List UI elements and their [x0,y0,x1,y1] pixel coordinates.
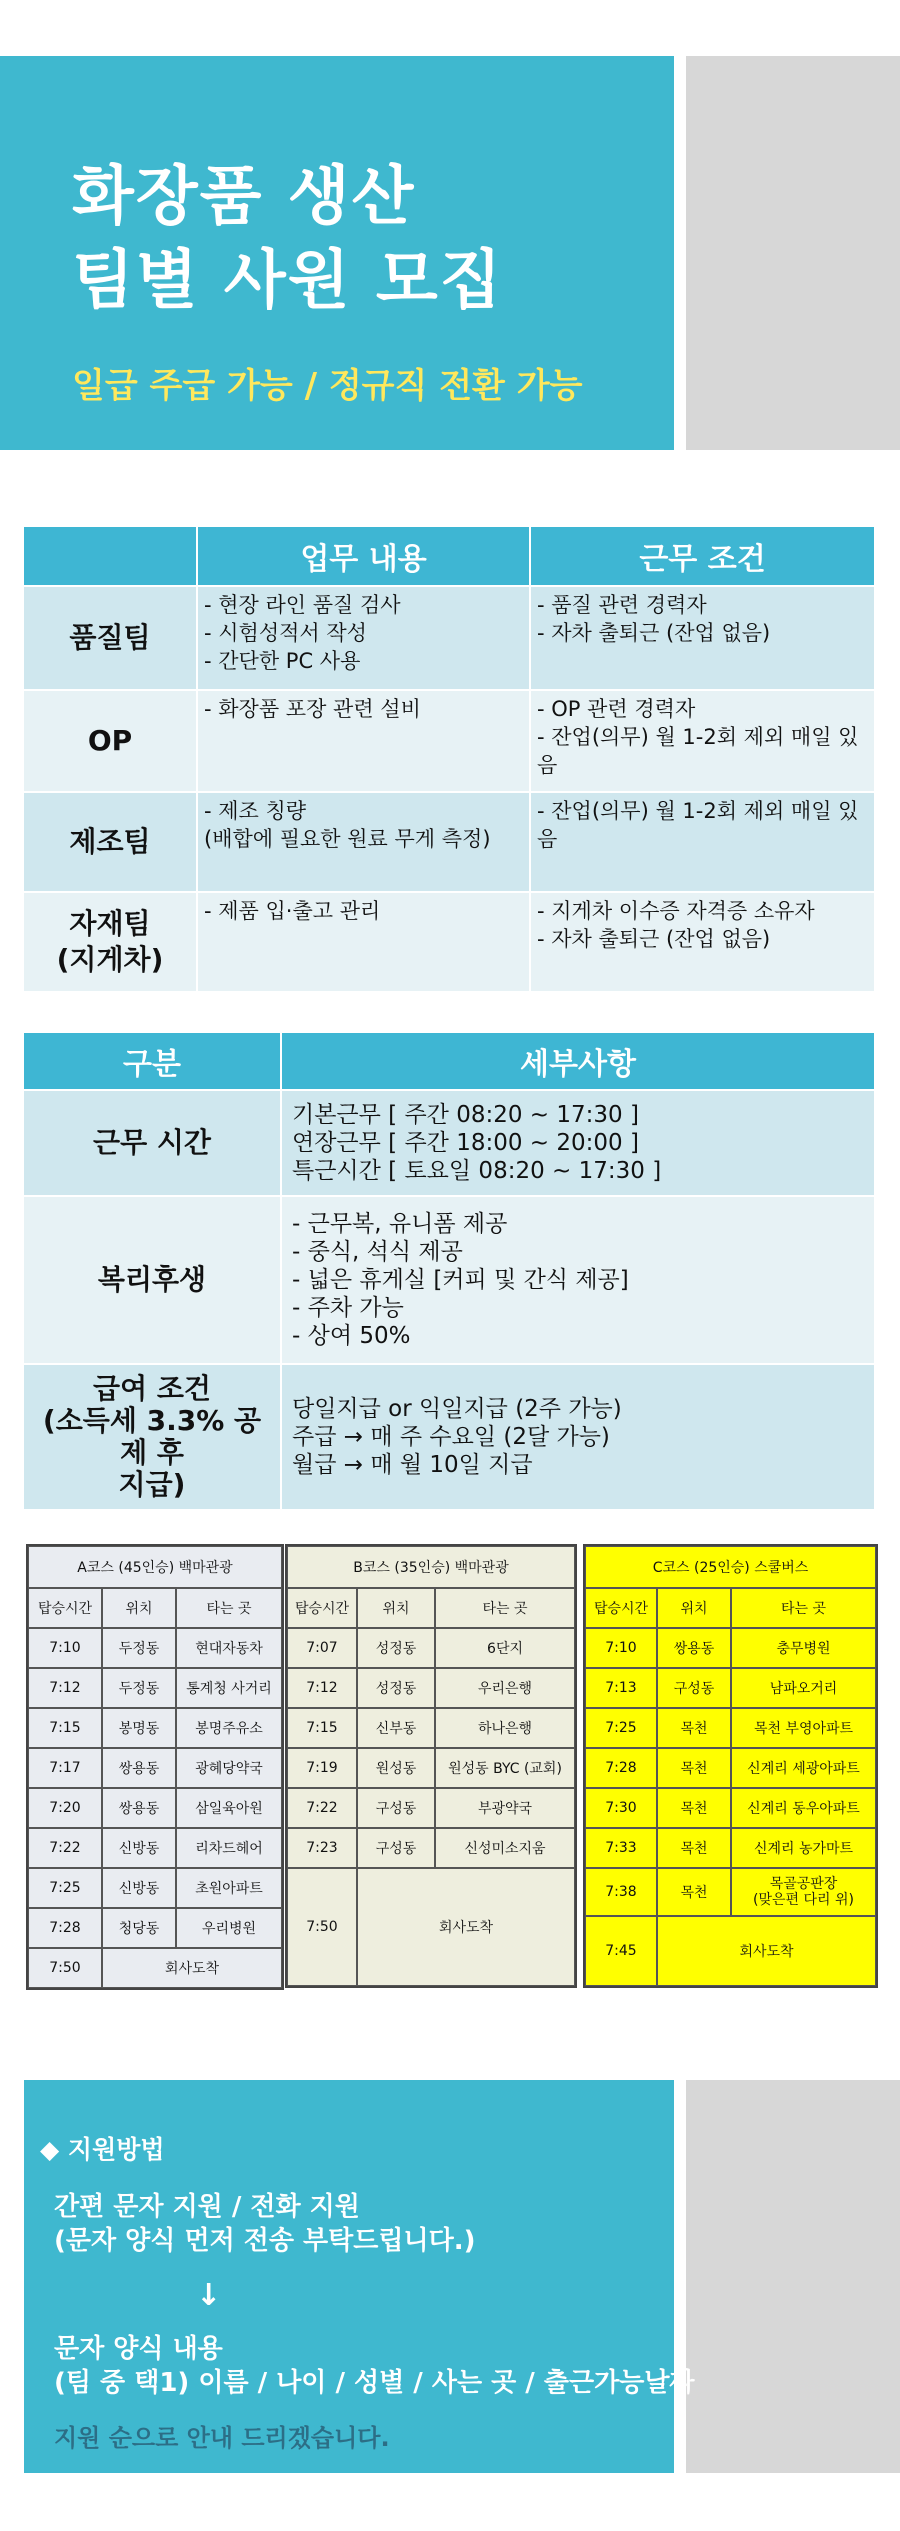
bus-stop: 초원아파트 [176,1868,282,1908]
bus-arrival-time: 7:50 [287,1868,357,1986]
bus-header-time: 탑승시간 [28,1588,102,1628]
table-row [585,1748,876,1788]
table-row [585,1788,876,1828]
bus-location: 쌍용동 [102,1748,176,1788]
bus-arrival-time: 7:45 [585,1916,657,1986]
bus-location: 성정동 [357,1668,435,1708]
team-name: 자재팀 (지게차) [24,891,198,991]
table-row [28,1908,282,1948]
title-line-2: 팀별 사원 모집 [72,244,504,318]
table-row [287,1788,575,1828]
table-row [287,1668,575,1708]
table-row [28,1668,282,1708]
bus-stop: 우리은행 [435,1668,575,1708]
bus-time: 7:28 [28,1908,102,1948]
bus-location: 목천 [657,1748,731,1788]
table-row [24,1089,876,1195]
bus-location: 청당동 [102,1908,176,1948]
bus-stop: 6단지 [435,1628,575,1668]
bus-stop: 목천 부영아파트 [731,1708,876,1748]
detail-label: 근무 시간 [24,1089,282,1195]
bus-location: 쌍용동 [102,1788,176,1828]
bus-location: 구성동 [657,1668,731,1708]
bus-time: 7:30 [585,1788,657,1828]
bus-time: 7:10 [28,1628,102,1668]
bus-time: 7:20 [28,1788,102,1828]
bus-header-location: 위치 [102,1588,176,1628]
bus-stop: 부광약국 [435,1788,575,1828]
bus-arrival-label: 회사도착 [102,1948,282,1988]
detail-header-details: 세부사항 [282,1033,876,1089]
bus-stop: 남파오거리 [731,1668,876,1708]
bus-time: 7:38 [585,1868,657,1916]
bus-location: 쌍용동 [657,1628,731,1668]
bus-header-location: 위치 [357,1588,435,1628]
bus-header-stop: 타는 곳 [731,1588,876,1628]
bus-time: 7:33 [585,1828,657,1868]
bus-location: 목천 [657,1788,731,1828]
footer-side-panel [686,2080,900,2473]
message-form [54,2332,695,2400]
bus-stop: 현대자동차 [176,1628,282,1668]
table-row [28,1628,282,1668]
detail-label: 복리후생 [24,1195,282,1363]
team-duties: - 제조 칭량 (배합에 필요한 원료 무게 측정) [198,791,531,891]
job-table-header [24,527,876,585]
bus-stop: 하나은행 [435,1708,575,1748]
bus-time: 7:19 [287,1748,357,1788]
bus-stop: 목골공판장 (맞은편 다리 위) [731,1868,876,1916]
table-row [24,1363,876,1509]
apply-method [54,2190,475,2258]
table-row [28,1828,282,1868]
table-row [28,1708,282,1748]
bus-time: 7:22 [287,1788,357,1828]
detail-header-category: 구분 [24,1033,282,1089]
bus-route-c-table [583,1544,878,1988]
table-row [24,1195,876,1363]
bus-time: 7:12 [287,1668,357,1708]
bus-stop: 충무병원 [731,1628,876,1668]
table-row [287,1708,575,1748]
bus-location: 봉명동 [102,1708,176,1748]
message-form-fields: (팀 중 택1) 이름 / 나이 / 성별 / 사는 곳 / 출근가능날짜 [54,2368,695,2398]
bus-arrival-label: 회사도착 [357,1868,575,1986]
apply-notice: 지원 순으로 안내 드리겠습니다. [54,2424,390,2452]
bus-time: 7:07 [287,1628,357,1668]
page-title [72,155,504,323]
bus-arrival-time: 7:50 [28,1948,102,1988]
team-conditions: - 잔업(의무) 월 1-2회 제외 매일 있음 [531,791,876,891]
bus-stop: 봉명주유소 [176,1708,282,1748]
job-header-conditions: 근무 조건 [531,527,876,585]
detail-table-header [24,1033,876,1089]
team-conditions: - 품질 관련 경력자 - 자차 출퇴근 (잔업 없음) [531,585,876,689]
bus-location: 목천 [657,1868,731,1916]
table-row [24,689,876,791]
bus-arrival-row [28,1948,282,1988]
bus-time: 7:15 [287,1708,357,1748]
team-duties: - 현장 라인 품질 검사 - 시험성적서 작성 - 간단한 PC 사용 [198,585,531,689]
team-name: OP [24,689,198,791]
bus-header-time: 탑승시간 [585,1588,657,1628]
bus-time: 7:10 [585,1628,657,1668]
bus-location: 구성동 [357,1788,435,1828]
bus-route-a-table [26,1544,284,1990]
bus-time: 7:23 [287,1828,357,1868]
apply-heading: ◆ 지원방법 [40,2135,165,2164]
detail-value: 당일지급 or 익일지급 (2주 가능) 주급 → 매 주 수요일 (2달 가능) 월급 → 매 월 10일 지급 [282,1363,876,1509]
bus-stop: 삼일육아원 [176,1788,282,1828]
bus-time: 7:25 [28,1868,102,1908]
bus-arrival-row [287,1868,575,1986]
bus-stop: 신계리 농가마트 [731,1828,876,1868]
bus-stop: 리차드헤어 [176,1828,282,1868]
title-line-1: 화장품 생산 [72,160,416,234]
bus-route-b-table [285,1544,577,1988]
bus-time: 7:17 [28,1748,102,1788]
job-header-duties: 업무 내용 [198,527,531,585]
bus-location: 신부동 [357,1708,435,1748]
bus-time: 7:13 [585,1668,657,1708]
table-row [28,1748,282,1788]
table-row [24,891,876,991]
team-duties: - 제품 입·출고 관리 [198,891,531,991]
bus-location: 신방동 [102,1828,176,1868]
team-conditions: - OP 관련 경력자 - 잔업(의무) 월 1-2회 제외 매일 있음 [531,689,876,791]
job-header-empty [24,527,198,585]
bus-stop: 광혜당약국 [176,1748,282,1788]
detail-label: 급여 조건 (소득세 3.3% 공제 후 지급) [24,1363,282,1509]
team-name: 품질팀 [24,585,198,689]
bus-stop: 신성미소지움 [435,1828,575,1868]
bus-time: 7:12 [28,1668,102,1708]
message-form-title: 문자 양식 내용 [54,2334,223,2364]
table-row [287,1748,575,1788]
bus-stop: 신계리 동우아파트 [731,1788,876,1828]
bus-stop: 신계리 세광아파트 [731,1748,876,1788]
bus-route-caption: B코스 (35인승) 백마관광 [287,1546,575,1588]
bus-location: 구성동 [357,1828,435,1868]
header-side-panel [686,56,900,450]
bus-location: 두정동 [102,1668,176,1708]
bus-location: 원성동 [357,1748,435,1788]
apply-method-line-2: (문자 양식 먼저 전송 부탁드립니다.) [54,2226,476,2256]
bus-stop: 우리병원 [176,1908,282,1948]
table-row [28,1868,282,1908]
bus-location: 목천 [657,1828,731,1868]
bus-header-location: 위치 [657,1588,731,1628]
detail-table [24,1033,876,1509]
bus-location: 신방동 [102,1868,176,1908]
table-row [24,585,876,689]
job-table [24,527,876,991]
apply-method-line-1: 간편 문자 지원 / 전화 지원 [54,2192,360,2222]
bus-time: 7:25 [585,1708,657,1748]
bus-arrival-row [585,1916,876,1986]
bus-time: 7:28 [585,1748,657,1788]
bus-time: 7:15 [28,1708,102,1748]
table-row [585,1708,876,1748]
detail-value: - 근무복, 유니폼 제공 - 중식, 석식 제공 - 넓은 휴게실 [커피 및 간식 제공] - 주차 가능 - 상여 50% [282,1195,876,1363]
bus-location: 목천 [657,1708,731,1748]
arrow-down-icon: ↓ [196,2278,222,2313]
table-row [28,1788,282,1828]
bus-header-stop: 타는 곳 [435,1588,575,1628]
bus-route-caption: A코스 (45인승) 백마관광 [28,1546,282,1588]
bus-stop: 원성동 BYC (교회) [435,1748,575,1788]
team-conditions: - 지게차 이수증 자격증 소유자 - 자차 출퇴근 (잔업 없음) [531,891,876,991]
table-row [585,1668,876,1708]
bus-location: 두정동 [102,1628,176,1668]
table-row [24,791,876,891]
header-subtitle: 일급 주급 가능 / 정규직 전환 가능 [72,366,583,406]
table-row [585,1868,876,1916]
bus-arrival-label: 회사도착 [657,1916,876,1986]
table-row [585,1628,876,1668]
bus-location: 성정동 [357,1628,435,1668]
bus-time: 7:22 [28,1828,102,1868]
table-row [287,1828,575,1868]
team-duties: - 화장품 포장 관련 설비 [198,689,531,791]
bus-stop: 통계청 사거리 [176,1668,282,1708]
team-name: 제조팀 [24,791,198,891]
bus-header-stop: 타는 곳 [176,1588,282,1628]
bus-route-caption: C코스 (25인승) 스쿨버스 [585,1546,876,1588]
table-row [585,1828,876,1868]
detail-value: 기본근무 [ 주간 08:20 ~ 17:30 ] 연장근무 [ 주간 18:00 ~ 20:00 ] 특근시간 [ 토요일 08:20 ~ 17:30 ] [282,1089,876,1195]
bus-header-time: 탑승시간 [287,1588,357,1628]
table-row [287,1628,575,1668]
